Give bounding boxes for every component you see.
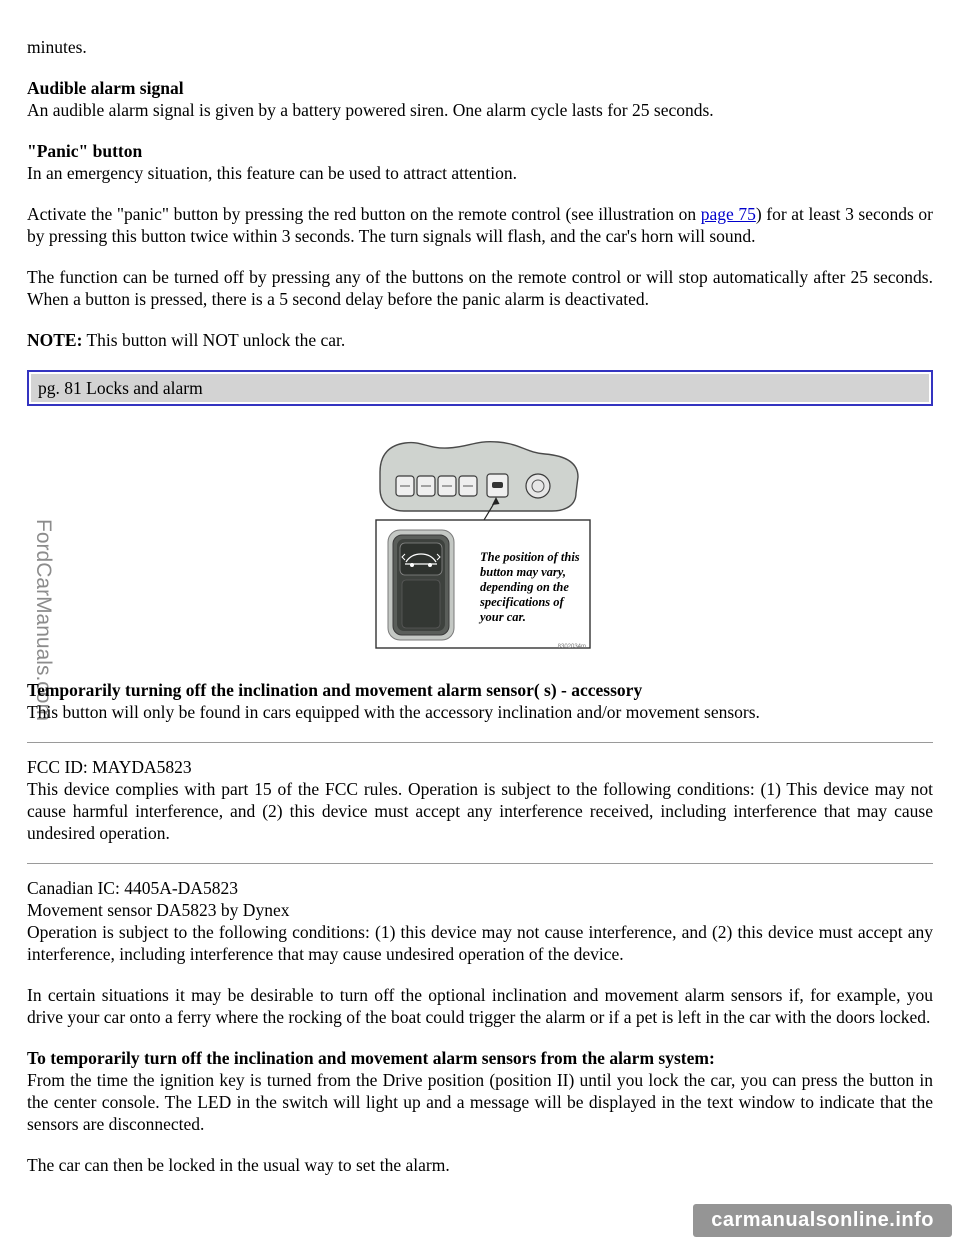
turn-off-procedure-text: From the time the ignition key is turned from the Drive position (position II) until you lock the car, you can press the button in the center console. The LED in the switch will light up and a message will be displayed in the text window to indicate that the sensors are disconnected. [27,1070,933,1134]
section-banner-locks-and-alarm: pg. 81 Locks and alarm [27,370,933,406]
heading-panic-button: "Panic" button [27,141,143,161]
activate-text-after-link: ) for at least 3 seconds or by pressing this button twice within 3 seconds. The turn signals will flash, and the car's horn will sound. [27,204,933,246]
paragraph-situations: In certain situations it may be desirable to turn off the optional inclination and movement alarm sensors if, for example, you drive your car onto a ferry where the rocking of the boat could trigger the alarm or if a pet is left in the car with the doors locked. [27,985,933,1027]
paragraph-intro: minutes. [27,37,87,57]
figure-id: 8302034m [557,644,586,650]
panic-button-text: In an emergency situation, this feature can be used to attract attention. [27,163,517,183]
note-label: NOTE: [27,330,83,350]
side-watermark: FordCarManuals.com [32,519,55,721]
inclination-sensor-text: This button will only be found in cars equipped with the accessory inclination and/or movement sensors. [27,702,760,722]
section-inclination-sensor [27,679,933,723]
divider-1 [27,742,933,743]
fcc-id-line: FCC ID: MAYDA5823 [27,757,192,777]
figure-console-button [372,436,594,651]
section-panic-button [27,140,933,184]
paragraph-note [27,329,933,351]
section-canadian-ic [27,877,933,965]
canadian-ic-text: Operation is subject to the following conditions: (1) this device may not cause interference, and (2) this device must accept any interference, including interference that may cause undesired operation of the device. [27,922,933,964]
paragraph-activate-panic [27,203,933,247]
heading-turn-off-procedure: To temporarily turn off the inclination and movement alarm sensors from the alarm system: [27,1048,715,1068]
figure-caption: The position of this button may vary, depending on the specifications of your car. [480,550,580,624]
note-text: This button will NOT unlock the car. [82,330,346,350]
page-75-link[interactable]: page 75 [700,204,756,224]
heading-audible-alarm: Audible alarm signal [27,78,184,98]
divider-2 [27,863,933,864]
paragraph-closing: The car can then be locked in the usual way to set the alarm. [27,1155,450,1175]
heading-inclination-sensor: Temporarily turning off the inclination and movement alarm sensor( s) - accessory [27,680,643,700]
fcc-text: This device complies with part 15 of the FCC rules. Operation is subject to the following conditions: (1) This device may not cause harmful interference, and (2) this device must accept any interference received, including interference that may cause undesired operation. [27,779,933,843]
site-watermark: carmanualsonline.info [693,1204,952,1237]
paragraph-function-off: The function can be turned off by pressing any of the buttons on the remote control or will stop automatically after 25 seconds. When a button is pressed, there is a 5 second delay before the panic alarm is deactivated. [27,267,933,309]
movement-sensor-line: Movement sensor DA5823 by Dynex [27,900,290,920]
activate-text-before-link: Activate the "panic" button by pressing the red button on the remote control (see illustration on [27,204,701,224]
audible-alarm-text: An audible alarm signal is given by a battery powered siren. One alarm cycle lasts for 25 seconds. [27,100,714,120]
section-fcc [27,756,933,844]
section-audible-alarm [27,77,933,121]
section-turn-off-procedure [27,1047,933,1135]
canadian-ic-line: Canadian IC: 4405A-DA5823 [27,878,238,898]
